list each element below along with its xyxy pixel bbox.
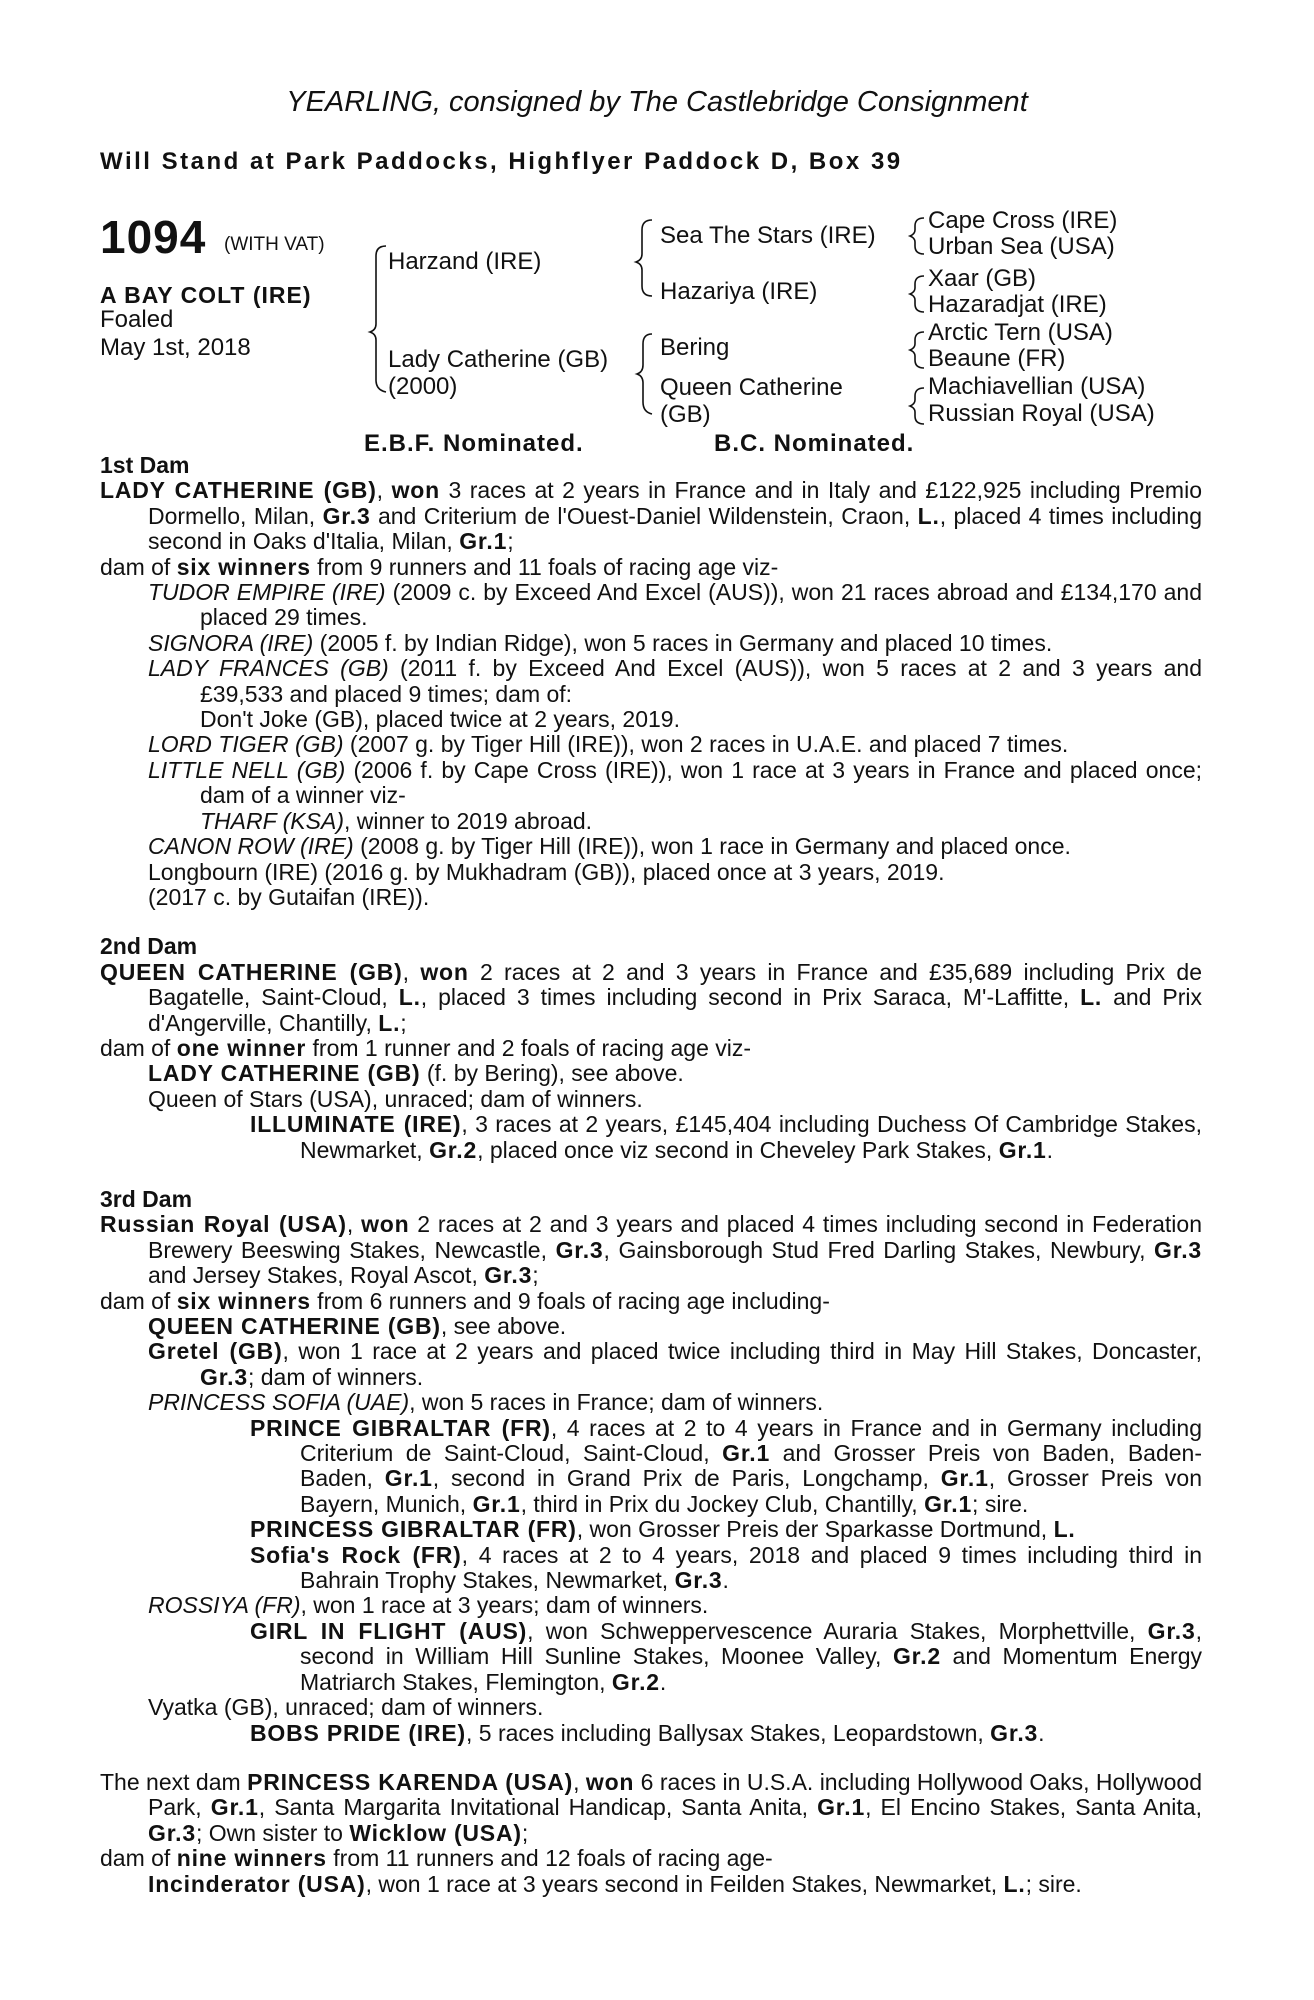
first-dam-heading: 1st Dam [100,452,190,478]
pedigree-ds-dam: Beaune (FR) [928,345,1066,372]
dam-name: Russian Royal (USA) [100,1211,347,1238]
offspring-entry: CANON ROW (IRE) (2008 g. by Tiger Hill (IRE)), won 1 race in Germany and placed once. [148,833,1071,860]
pedigree-ds-sire: Arctic Tern (USA) [928,319,1113,346]
won-label: won [391,477,440,504]
offspring-entry: Incinderator (USA), won 1 race at 3 years second in Feilden Stakes, Newmarket, L.; sire. [148,1870,1082,1897]
second-dam-heading: 2nd Dam [100,933,198,960]
pedigree-ss-dam: Urban Sea (USA) [928,233,1115,260]
pedigree-ss-sire: Cape Cross (IRE) [928,207,1118,234]
third-dam-race-record: Russian Royal (USA), won 2 races at 2 and 3 years and placed 4 times including second in Federation Brewery Beeswing Stakes, Newcastle, Gr.3, Gainsborough Stud Fred Darling Stakes, Newbury, Gr.3 and Jersey Stakes, Royal Ascot, Gr.3; [100,1211,1202,1289]
offspring-entry: Vyatka (GB), unraced; dam of winners. [148,1694,544,1721]
offspring-entry: SIGNORA (IRE) (2005 f. by Indian Ridge), won 5 races in Germany and placed 10 times. [148,629,1053,656]
horse-name: A BAY COLT (IRE) [100,282,312,308]
next-dam-produce-summary: dam of nine winners from 11 runners and 12 foals of racing age- [100,1845,773,1872]
pedigree-dam-sire: Bering [660,334,730,361]
lot-vat-note: (WITH VAT) [224,234,325,255]
grand-offspring-entry: PRINCE GIBRALTAR (FR), 4 races at 2 to 4 years in France and in Germany including Criterium de Saint-Cloud, Saint-Cloud, Gr.1 and Grosser Preis von Baden, Baden-Baden, Gr.1, second in Grand Prix de Paris, Longchamp, Gr.1, Grosser Preis von Bayern, Munich, Gr.1, third in Prix du Jockey Club, Chantilly, Gr.1; sire. [250,1414,1203,1517]
third-dam-heading: 3rd Dam [100,1185,193,1212]
grand-offspring-entry: THARF (KSA), winner to 2019 abroad. [200,807,593,834]
offspring-entry: (2017 c. by Gutaifan (IRE)). [148,883,430,910]
grand-offspring-entry: Sofia's Rock (FR), 4 races at 2 to 4 years, 2018 and placed 9 times including third in Bahrain Trophy Stakes, Newmarket, Gr.3. [250,1541,1203,1594]
foaled-date: May 1st, 2018 [100,334,251,361]
offspring-entry: Longbourn (IRE) (2016 g. by Mukhadram (GB)), placed once at 3 years, 2019. [148,858,945,885]
offspring-entry: LADY CATHERINE (GB) (f. by Bering), see above. [148,1060,684,1087]
third-dam-produce-summary: dam of six winners from 6 runners and 9 foals of racing age including- [100,1287,830,1314]
next-dam-race-record: The next dam PRINCESS KARENDA (USA), won 6 races in U.S.A. including Hollywood Oaks, Hollywood Park, Gr.1, Santa Margarita Invitational Handicap, Santa Anita, Gr.1, El Encino Stakes, Santa Anita, Gr.3; Own sister to Wicklow (USA); [100,1768,1202,1846]
grand-offspring-entry: PRINCESS GIBRALTAR (FR), won Grosser Preis der Sparkasse Dortmund, L. [250,1516,1076,1543]
pedigree-dam-line1: Lady Catherine (GB) [388,346,609,373]
second-dam-produce-summary: dam of one winner from 1 runner and 2 foals of racing age viz- [100,1034,752,1061]
offspring-entry: TUDOR EMPIRE (IRE) (2009 c. by Exceed And Excel (AUS)), won 21 races abroad and £134,170 and placed 29 times. [148,579,1203,631]
pedigree-dd-dam: Russian Royal (USA) [928,400,1155,427]
pedigree-dd-sire: Machiavellian (USA) [928,373,1146,400]
offspring-entry: LITTLE NELL (GB) (2006 f. by Cape Cross (IRE)), won 1 race at 3 years in France and placed once; dam of a winner viz- [148,756,1202,809]
pedigree-dam-line2: (2000) [388,373,458,400]
catalogue-header: YEARLING, consigned by The Castlebridge Consignment [286,86,1028,118]
second-dam-race-record: QUEEN CATHERINE (GB), won 2 races at 2 and 3 years in France and £35,689 including Prix de Bagatelle, Saint-Cloud, L., placed 3 times including second in Prix Saraca, M'-Laffitte, L. and Prix d'Angerville, Chantilly, L.; [100,958,1203,1036]
grand-offspring-entry: GIRL IN FLIGHT (AUS), won Schweppervescence Auraria Stakes, Morphettville, Gr.3, second in William Hill Sunline Stakes, Moonee Valley, Gr.2 and Momentum Energy Matriarch Stakes, Flemington, Gr.2. [250,1617,1202,1695]
offspring-entry: LORD TIGER (GB) (2007 g. by Tiger Hill (IRE)), won 2 races in U.A.E. and placed 7 times. [148,731,1069,758]
foaled-label: Foaled [100,306,174,333]
offspring-entry: LADY FRANCES (GB) (2011 f. by Exceed And Excel (AUS)), won 5 races at 2 and 3 years and £39,533 and placed 9 times; dam of: [148,655,1203,707]
grand-offspring-entry: Don't Joke (GB), placed twice at 2 years, 2019. [200,706,680,733]
pedigree-dam-dam-line2: (GB) [660,401,711,428]
first-dam-race-record: LADY CATHERINE (GB), won 3 races at 2 years in France and in Italy and £122,925 including Premio Dormello, Milan, Gr.3 and Criterium de l'Ouest-Daniel Wildenstein, Craon, L., placed 4 times including second in Oaks d'Italia, Milan, Gr.1; [100,477,1202,555]
offspring-entry: ROSSIYA (FR), won 1 race at 3 years; dam of winners. [148,1592,709,1619]
pedigree-dam-dam-line1: Queen Catherine [660,374,843,401]
offspring-entry: QUEEN CATHERINE (GB), see above. [148,1313,567,1339]
offspring-entry: PRINCESS SOFIA (UAE), won 5 races in France; dam of winners. [148,1389,824,1416]
dam-name: QUEEN CATHERINE (GB) [100,958,403,985]
catalogue-body [100,453,1202,1897]
pedigree-sd-dam: Hazaradjat (IRE) [928,291,1107,318]
ebf-nominated: E.B.F. Nominated. [364,430,584,457]
pedigree-sire-dam: Hazariya (IRE) [660,278,818,305]
first-dam-produce-summary: dam of six winners from 9 runners and 11 foals of racing age viz- [100,553,779,580]
lot-number: 1094 [100,211,207,263]
grand-offspring-entry: BOBS PRIDE (IRE), 5 races including Ballysax Stakes, Leopardstown, Gr.3. [250,1719,1045,1746]
bc-nominated: B.C. Nominated. [714,430,915,457]
offspring-entry: Gretel (GB), won 1 race at 2 years and placed twice including third in May Hill Stakes, Doncaster, Gr.3; dam of winners. [148,1338,1202,1390]
offspring-entry: Queen of Stars (USA), unraced; dam of winners. [148,1085,643,1112]
stand-location: Will Stand at Park Paddocks, Highflyer Paddock D, Box 39 [100,148,903,175]
dam-name: PRINCESS KARENDA (USA) [247,1768,574,1795]
grand-offspring-entry: ILLUMINATE (IRE), 3 races at 2 years, £145,404 including Duchess Of Cambridge Stakes, Newmarket, Gr.2, placed once viz second in Cheveley Park Stakes, Gr.1. [250,1111,1202,1163]
pedigree-sire-sire: Sea The Stars (IRE) [660,222,876,249]
pedigree-sd-sire: Xaar (GB) [928,265,1037,292]
pedigree-sire: Harzand (IRE) [388,248,542,275]
dam-name: LADY CATHERINE (GB) [100,477,377,504]
